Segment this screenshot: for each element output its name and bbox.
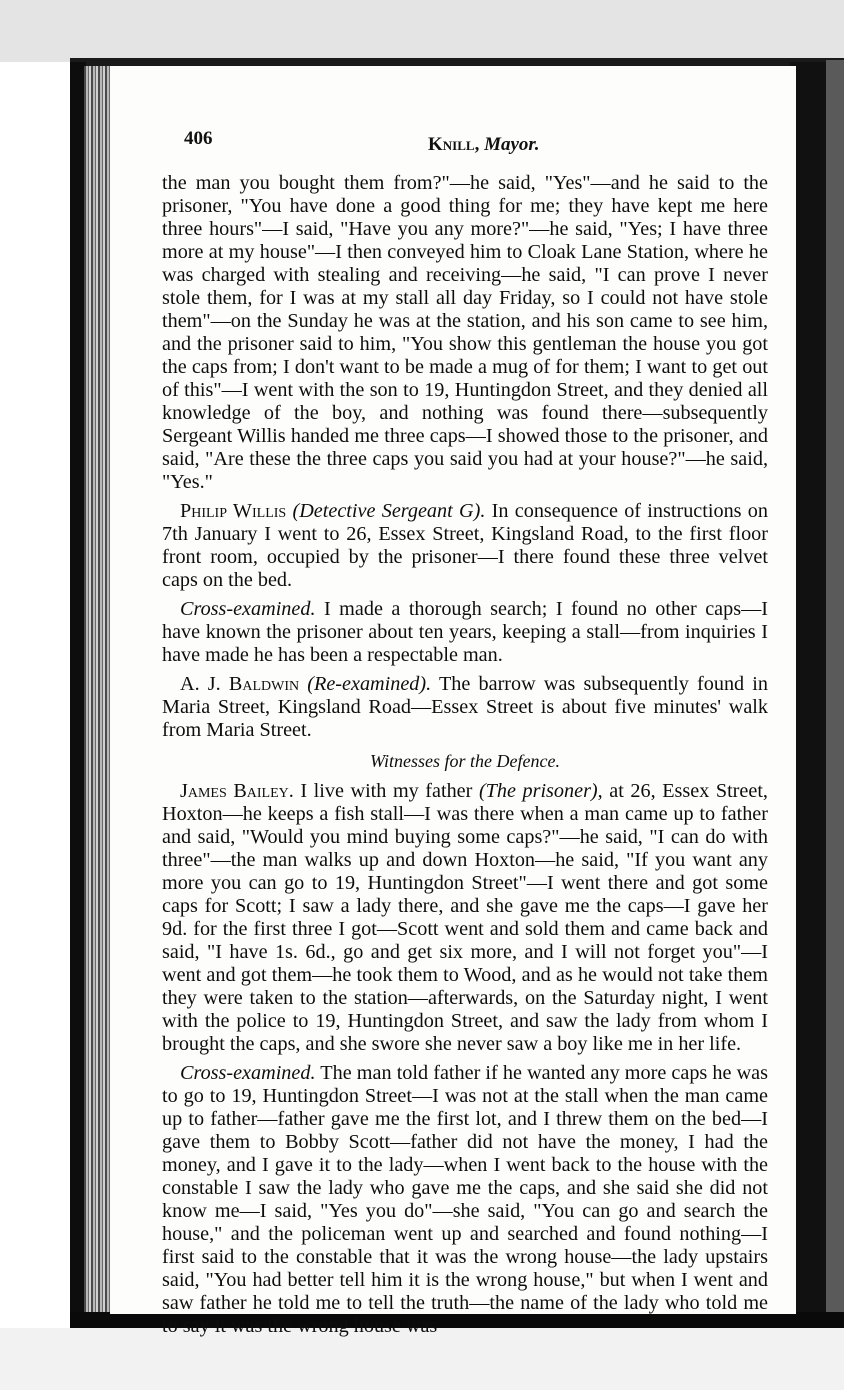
paragraph-4 <box>162 673 768 742</box>
page-edges <box>84 66 112 1316</box>
section-heading: Witnesses for the Defence. <box>370 751 560 771</box>
background-top <box>0 0 844 62</box>
paragraph-1-text: the man you bought them from?"—he said, "Yes"—and he said to the prisoner, "You have done a good thing for me; they have kept me here three hours"—I said, "Have you any more?"—he said, "Yes; I have three more at my house"—I then conveyed him to Cloak Lane Station, where he was charged with stealing and receiving—he said, "I can prove I never stole them, for I was at my stall all day Friday, so I could not have stole them"—on the Sunday he was at the station, and his son came to see him, and the prisoner said to him, "You show this gentleman the house you got the caps from; I don't want to be made a mug of for them; I want to get out of this"—I went with the son to 19, Huntingdon Street, and they denied all knowledge of the boy, and nothing was found there—subsequently Sergeant Willis handed me three caps—I showed those to the prisoner, and said, "Are these the three caps you said you had at your house?"—he said, "Yes." <box>162 172 768 493</box>
speaker-note: (Re-examined). <box>307 673 432 695</box>
paragraph-3-text: I made a thorough search; I found no other caps—I have known the prisoner about ten years, keeping a stall—from inquiries I have made he has been a respectable man. <box>162 598 768 666</box>
paragraph-2 <box>162 500 768 592</box>
paragraph-2-text: In consequence of instructions on 7th January I went to 26, Essex Street, Kingsland Road, to the first floor front room, occupied by the prisoner—I there found these three velvet caps on the bed. <box>162 500 768 591</box>
running-title-role: Mayor. <box>484 134 540 155</box>
page-number: 406 <box>184 128 213 149</box>
paragraph-1 <box>162 172 768 494</box>
paragraph-7-text: The man told father if he wanted any more caps he was to go to 19, Huntingdon Street—I was not at the stall when the man came up to father—father gave me the first lot, and I threw them on the bed—I gave them to Bobby Scott—father did not have the money, I had the money, and I gave it to the lady—when I went back to the house with the constable I saw the lady who gave me the caps, and she said she did not know me—I said, "Yes you do"—she said, "You can go and search the house," and the policeman went up and searched and found nothing—I first said to the constable that it was the wrong house—the lady upstairs said, "You had better tell him it is the wrong house," but when I went and saw father he told me to tell the truth—the name of the lady who told me to say it was the wrong house was <box>162 1062 768 1337</box>
running-title-name: Knill <box>428 134 475 155</box>
cross-examined-label: Cross-examined. <box>180 598 316 620</box>
paragraph-7 <box>162 1062 768 1338</box>
inline-note: (The prisoner) <box>478 780 598 802</box>
page-header <box>184 128 774 158</box>
speaker-name: James Bailey. <box>180 780 294 802</box>
book-right-edge <box>826 60 844 1325</box>
speaker-note: (Detective Sergeant G). <box>292 500 486 522</box>
speaker-name: Philip Willis <box>180 500 287 522</box>
paragraph-6 <box>162 780 768 1056</box>
paragraph-6-lead-text: I live with my father <box>300 780 473 802</box>
paragraph-6-text: , at 26, Essex Street, Hoxton—he keeps a fish stall—I was there when a man came up to father and said, "Would you mind buying some caps?"—he said, "I can do with three"—the man walks up and down Hoxton—he said, "If you want any more you can go to 19, Huntingdon Street"—I went there and got some caps for Scott; I saw a lady there, and she gave me the caps—I gave her 9d. for the first three I got—Scott went and sold them and came back and said, "I have 1s. 6d., go and get six more, and I will not forget you"—I went and got them—he took them to Wood, and as he would not take them they were taken to the station—afterwards, on the Saturday night, I went with the police to 19, Huntingdon Street, and saw the lady from whom I brought the caps, and she swore she never saw a boy like me in her life. <box>162 780 768 1055</box>
paragraph-4-text: The barrow was subsequently found in Maria Street, Kingsland Road—Essex Street is about five minutes' walk from Maria Street. <box>162 673 769 741</box>
paragraph-3 <box>162 598 768 667</box>
body-text <box>162 172 768 1344</box>
speaker-name: A. J. Baldwin <box>180 673 300 695</box>
cross-examined-label: Cross-examined. <box>180 1062 316 1084</box>
running-title: Knill, Mayor. <box>428 134 540 155</box>
